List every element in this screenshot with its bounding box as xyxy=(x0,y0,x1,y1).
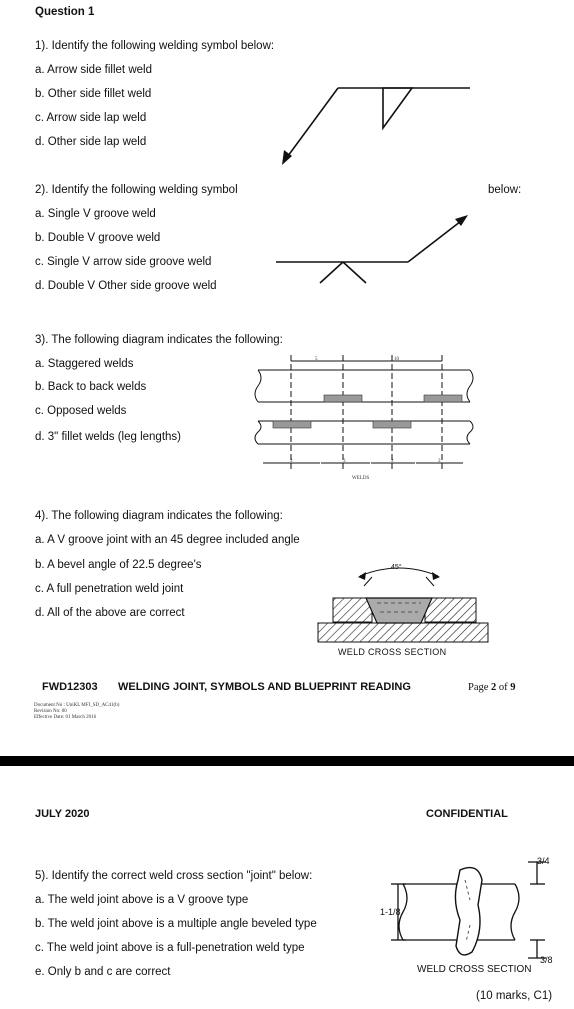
q3-option-d[interactable]: d. 3" fillet welds (leg lengths) xyxy=(35,431,181,443)
question-title: Question 1 xyxy=(35,6,95,18)
q3-option-a[interactable]: a. Staggered welds xyxy=(35,358,134,370)
page2-date: JULY 2020 xyxy=(35,808,90,820)
q1-option-d[interactable]: d. Other side lap weld xyxy=(35,136,147,148)
q5-prompt: 5). Identify the correct weld cross section "joint" below: xyxy=(35,870,313,882)
q5-option-a[interactable]: a. The weld joint above is a V groove type xyxy=(35,894,249,906)
q5-dim-left: 1-1/8 xyxy=(380,907,401,917)
q5-dim-bottom: 3/8 xyxy=(540,955,553,965)
q2-option-b[interactable]: b. Double V groove weld xyxy=(35,232,161,244)
q5-option-b[interactable]: b. The weld joint above is a multiple angle beveled type xyxy=(35,918,317,930)
q4-option-b[interactable]: b. A bevel angle of 22.5 degree's xyxy=(35,559,202,571)
q3-bottom-dim-4: 3 xyxy=(438,459,441,464)
q4-prompt: 4). The following diagram indicates the following: xyxy=(35,510,283,522)
q4-option-a[interactable]: a. A V groove joint with an 45 degree included angle xyxy=(35,534,300,546)
q3-bottom-dim-3: 3 xyxy=(391,459,394,464)
q1-option-a[interactable]: a. Arrow side fillet weld xyxy=(35,64,152,76)
q4-option-c[interactable]: c. A full penetration weld joint xyxy=(35,583,184,595)
q2-option-c[interactable]: c. Single V arrow side groove weld xyxy=(35,256,212,268)
q3-prompt: 3). The following diagram indicates the following: xyxy=(35,334,283,346)
q4-caption: WELD CROSS SECTION xyxy=(338,647,447,657)
q4-option-d[interactable]: d. All of the above are correct xyxy=(35,607,185,619)
footer-course-code: FWD12303 xyxy=(42,681,98,693)
footer-page-number: Page 2 of 9 xyxy=(468,682,516,693)
q3-option-c[interactable]: c. Opposed welds xyxy=(35,405,127,417)
q2-option-a[interactable]: a. Single V groove weld xyxy=(35,208,156,220)
q1-option-c[interactable]: c. Arrow side lap weld xyxy=(35,112,147,124)
q4-angle-label: 45° xyxy=(391,564,402,571)
q3-bottom-dim-1: 3 xyxy=(290,459,293,464)
footer-revision: Revision No: 00 xyxy=(34,709,67,714)
footer-course-title: WELDING JOINT, SYMBOLS AND BLUEPRINT READING xyxy=(118,681,411,693)
page2-confidential: CONFIDENTIAL xyxy=(426,808,508,820)
q5-caption: WELD CROSS SECTION xyxy=(417,964,532,975)
q3-option-b[interactable]: b. Back to back welds xyxy=(35,381,147,393)
q5-option-e[interactable]: e. Only b and c are correct xyxy=(35,966,171,978)
footer-effective-date: Effective Date: 01 March 2016 xyxy=(34,715,97,720)
q2-option-d[interactable]: d. Double V Other side groove weld xyxy=(35,280,217,292)
q5-marks: (10 marks, C1) xyxy=(476,990,553,1002)
q5-dim-top: 3/4 xyxy=(537,856,550,866)
q3-bottom-dim-2: 3 xyxy=(343,459,346,464)
q3-welds-caption: WELDS xyxy=(352,476,370,481)
footer-doc-no: Document No : UniKL MFI_SD_AC41(b) xyxy=(34,703,120,708)
q1-prompt: 1). Identify the following welding symbol below: xyxy=(35,40,275,52)
q1-option-b[interactable]: b. Other side fillet weld xyxy=(35,88,152,100)
q5-option-c[interactable]: c. The weld joint above is a full-penetration weld type xyxy=(35,942,305,954)
q2-prompt: 2). Identify the following welding symbol xyxy=(35,184,238,196)
q2-prompt-tail: below: xyxy=(488,184,522,196)
q3-top-dim-1: 5 xyxy=(315,357,318,362)
q3-top-dim-2: 10 xyxy=(394,357,399,362)
